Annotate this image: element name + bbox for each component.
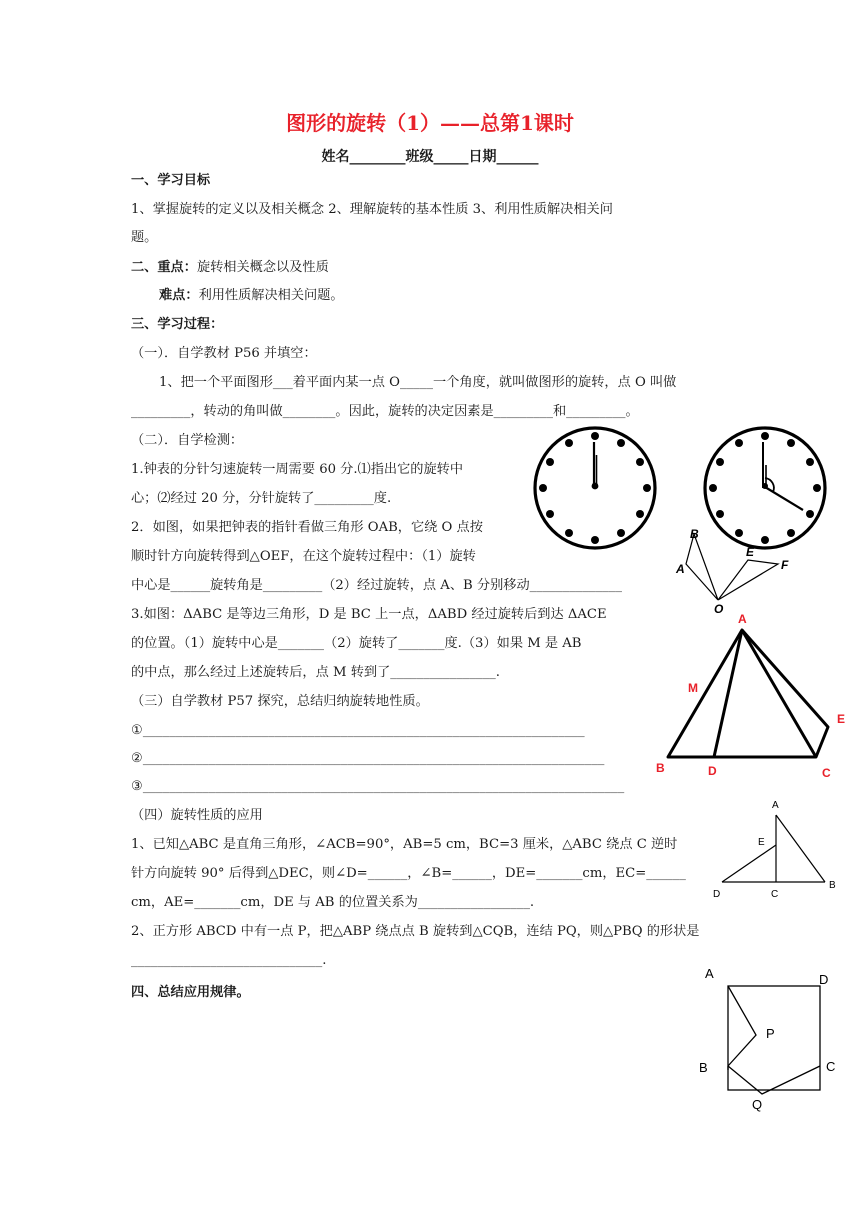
square-figure [690, 960, 850, 1120]
property-2-blank: ②______________________________________________________________________ [131, 751, 605, 766]
label-b: B [690, 527, 699, 541]
right-triangle-figure [708, 795, 843, 905]
section-3-heading: 三、学习过程： [131, 317, 224, 332]
segment-de [722, 845, 776, 882]
part-2-heading: （二）．自学检测： [131, 433, 244, 448]
application-1-line-3: cm，AE=_______cm，DE 与 AB 的位置关系为_________________. [131, 895, 535, 910]
label-e: E [758, 837, 765, 848]
application-2-line-1: 2、正方形 ABCD 中有一点 P，把△ABP 绕点点 B 旋转到△CQB，连结 PQ，则△PBQ 的形状是 [131, 924, 700, 939]
part-4-heading: （四）旋转性质的应用 [131, 808, 263, 823]
question-2-line-1: 2．如图，如果把钟表的指针看做三角形 OAB，它绕 O 点按 [131, 520, 483, 535]
difficult-points-label: 难点： [159, 288, 199, 303]
key-points-text: 旋转相关概念以及性质 [196, 260, 329, 275]
section-1-heading: 一、学习目标 [131, 173, 211, 188]
learning-goals: 1、掌握旋转的定义以及相关概念 2、理解旋转的基本性质 3、利用性质解决相关问 [131, 202, 613, 217]
segment-ad [714, 630, 742, 757]
question-2-line-3: 中心是______旋转角是_________（2）经过旋转，点 A、B 分别移动______________ [131, 578, 622, 593]
student-info-line: 姓名________班级_____日期______ [321, 149, 539, 165]
segment-ac [742, 630, 816, 757]
label-c: C [826, 1059, 836, 1074]
label-a: A [738, 612, 747, 626]
question-1-line-2: 心；⑵经过 20 分，分针旋转了_________度. [131, 491, 392, 506]
label-e: E [746, 545, 755, 559]
application-1-line-1: 1、已知△ABC 是直角三角形，∠ACB=90°，AB=5 cm，BC=3 厘米，△ABC 绕点 C 逆时 [131, 837, 678, 852]
section-4-heading: 四、总结应用规律。 [131, 985, 250, 1000]
question-3-line-1: 3.如图：ΔABC 是等边三角形，D 是 BC 上一点，ΔABD 经过旋转后到达 ΔACE [131, 607, 607, 622]
property-3-blank: ③_________________________________________________________________________ [131, 779, 625, 794]
clock-2-center [762, 483, 768, 489]
question-1-line-1: 1.钟表的分针匀速旋转一周需要 60 分.⑴指出它的旋转中 [131, 462, 464, 477]
label-c: C [771, 889, 779, 900]
question-3-line-3: 的中点，那么经过上述旋转后，点 M 转到了________________. [131, 665, 500, 680]
application-2-line-2: _____________________________. [131, 953, 327, 968]
label-b: B [699, 1060, 708, 1075]
application-1-line-2: 针方向旋转 90° 后得到△DEC，则∠D=______，∠B=______，DE=_______cm，EC=______ [131, 866, 686, 881]
label-b: B [829, 880, 836, 891]
label-o: O [714, 602, 724, 616]
page-title: 图形的旋转（1）——总第1课时 [286, 111, 574, 135]
definition-line-1: 1、把一个平面图形___着平面内某一点 O_____一个角度，就叫做图形的旋转，点 O 叫做 [159, 375, 677, 390]
question-3-line-2: 的位置。（1）旋转中心是_______（2）旋转了_______度.（3）如果 M 是 AB [131, 636, 582, 651]
key-points-label: 二、重点： [131, 260, 197, 275]
part-1-heading: （一）．自学教材 P56 并填空： [131, 346, 317, 361]
part-3-heading: （三）自学教材 P57 探究，总结归纳旋转地性质。 [131, 694, 429, 709]
label-a: A [676, 562, 685, 576]
clock-1-figure [530, 425, 660, 555]
label-e: E [837, 712, 846, 726]
segment-ab [776, 815, 825, 882]
label-d: D [713, 889, 721, 900]
label-c: C [822, 766, 831, 780]
label-p: P [766, 1026, 775, 1041]
key-points [131, 259, 329, 277]
definition-line-2: _________，转动的角叫做________。因此，旋转的决定因素是_________和_________。 [131, 404, 639, 419]
label-d: D [819, 972, 829, 987]
clock-1-center [592, 483, 599, 490]
label-q: Q [752, 1097, 763, 1112]
difficult-points [159, 287, 344, 305]
ofe-rotation-figure [670, 522, 800, 622]
label-m: M [688, 681, 698, 695]
question-2-line-2: 顺时针方向旋转得到△OEF，在这个旋转过程中：（1）旋转 [131, 549, 476, 564]
label-d: D [708, 764, 717, 778]
triangle-oab [686, 534, 718, 600]
label-a: A [705, 966, 714, 981]
difficult-points-text: 利用性质解决相关问题。 [198, 288, 344, 303]
label-b: B [656, 761, 665, 775]
triangle-oef [718, 560, 778, 600]
learning-goals-cont: 题。 [131, 230, 158, 245]
label-a: A [772, 800, 779, 811]
equilateral-triangle-figure [650, 610, 858, 785]
label-f: F [781, 558, 789, 572]
segments-ap-bp [728, 986, 756, 1066]
property-1-blank: ①___________________________________________________________________ [131, 723, 585, 738]
